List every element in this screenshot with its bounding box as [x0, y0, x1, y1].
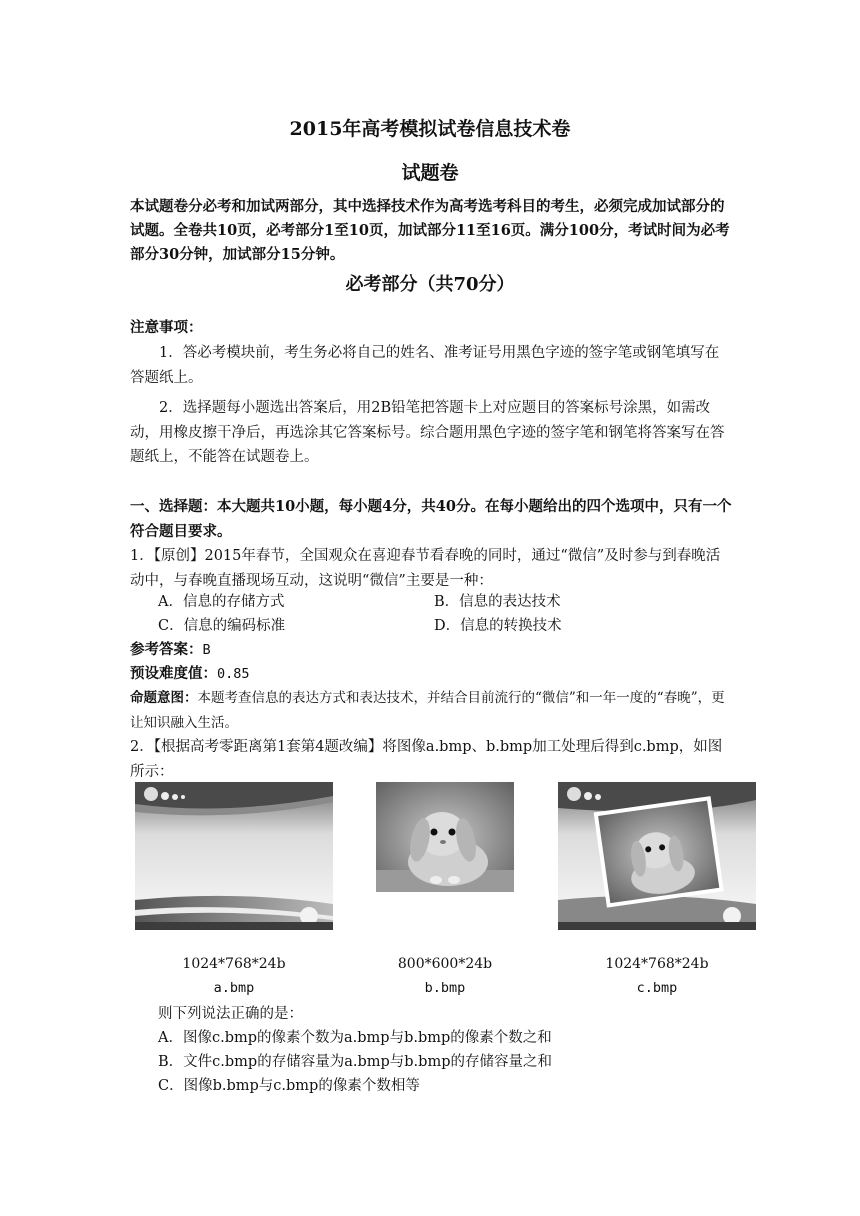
image-b-rabbit: [376, 782, 514, 892]
q2-stem: 2．【根据高考零距离第1套第4题改编】将图像a.bmp、b.bmp加工处理后得到c.bmp，如图所示：: [130, 739, 723, 780]
image-b-name: b.bmp: [424, 980, 466, 996]
background-image-icon: [135, 782, 333, 930]
q2-option-b: B．文件c.bmp的存储容量为a.bmp与b.bmp的存储容量之和: [158, 1054, 552, 1070]
q1-option-a: A．信息的存储方式: [158, 594, 285, 610]
notes-label: 注意事项：: [130, 319, 203, 336]
q1-option-d: D．信息的转换技术: [434, 618, 562, 634]
q1-answer-value: B: [202, 642, 211, 658]
q1-difficulty-value: 0.85: [217, 666, 250, 682]
q2-prompt: 则下列说法正确的是：: [158, 1006, 303, 1022]
q1-difficulty-label: 预设难度值：: [130, 665, 217, 682]
q1-answer-label: 参考答案：: [130, 641, 203, 658]
image-c-size: 1024*768*24b: [605, 956, 709, 972]
q1-option-c: C．信息的编码标准: [158, 618, 286, 634]
page-title: 2015年高考模拟试卷信息技术卷: [289, 118, 571, 140]
q1-intent-label: 命题意图：: [130, 690, 198, 706]
rabbit-photo-icon: [376, 782, 514, 892]
q2-option-a: A．图像c.bmp的像素个数为a.bmp与b.bmp的像素个数之和: [158, 1030, 552, 1046]
image-b-size: 800*600*24b: [397, 956, 493, 972]
image-a-name: a.bmp: [213, 980, 255, 996]
q1-stem: 1．【原创】2015年春节，全国观众在喜迎春节看春晚的同时，通过“微信”及时参与到春晚活动中，与春晚直播现场互动，这说明“微信”主要是一种：: [130, 548, 721, 589]
q1-option-b: B．信息的表达技术: [434, 594, 561, 610]
composite-image-icon: [558, 782, 756, 930]
section-title: 必考部分（共70分）: [345, 274, 515, 295]
q2-option-c: C．图像b.bmp与c.bmp的像素个数相等: [158, 1078, 420, 1094]
q1-intent: [130, 686, 732, 735]
q1-intent-value: 本题考查信息的表达方式和表达技术，并结合目前流行的“微信”和一年一度的“春晚”，更让知识融入生活。: [130, 690, 725, 731]
image-a-background: [135, 782, 333, 930]
part1-heading: 一、选择题：本大题共10小题，每小题4分，共40分。在每小题给出的四个选项中，只有一个符合题目要求。: [130, 498, 732, 540]
image-c-name: c.bmp: [636, 980, 678, 996]
notes-item-1: 1．答必考模块前，考生务必将自己的姓名、准考证号用黑色字迹的签字笔或钢笔填写在答题纸上。: [130, 345, 720, 386]
notes-item-2: 2．选择题每小题选出答案后，用2B铅笔把答题卡上对应题目的答案标号涂黑，如需改动，用橡皮擦干净后，再选涂其它答案标号。综合题用黑色字迹的签字笔和钢笔将答案写在答题纸上，不能答在试题卷上。: [130, 400, 725, 465]
page-subtitle: 试题卷: [401, 162, 459, 184]
intro-paragraph: 本试题卷分必考和加试两部分，其中选择技术作为高考选考科目的考生，必须完成加试部分的试题。全卷共10页，必考部分1至10页，加试部分11至16页。满分100分，考试时间为必考部分30分钟，加试部分15分钟。: [130, 198, 730, 263]
q1-difficulty: [130, 662, 732, 687]
image-a-size: 1024*768*24b: [182, 956, 286, 972]
q1-answer: [130, 638, 732, 663]
image-c-composite: [558, 782, 756, 930]
